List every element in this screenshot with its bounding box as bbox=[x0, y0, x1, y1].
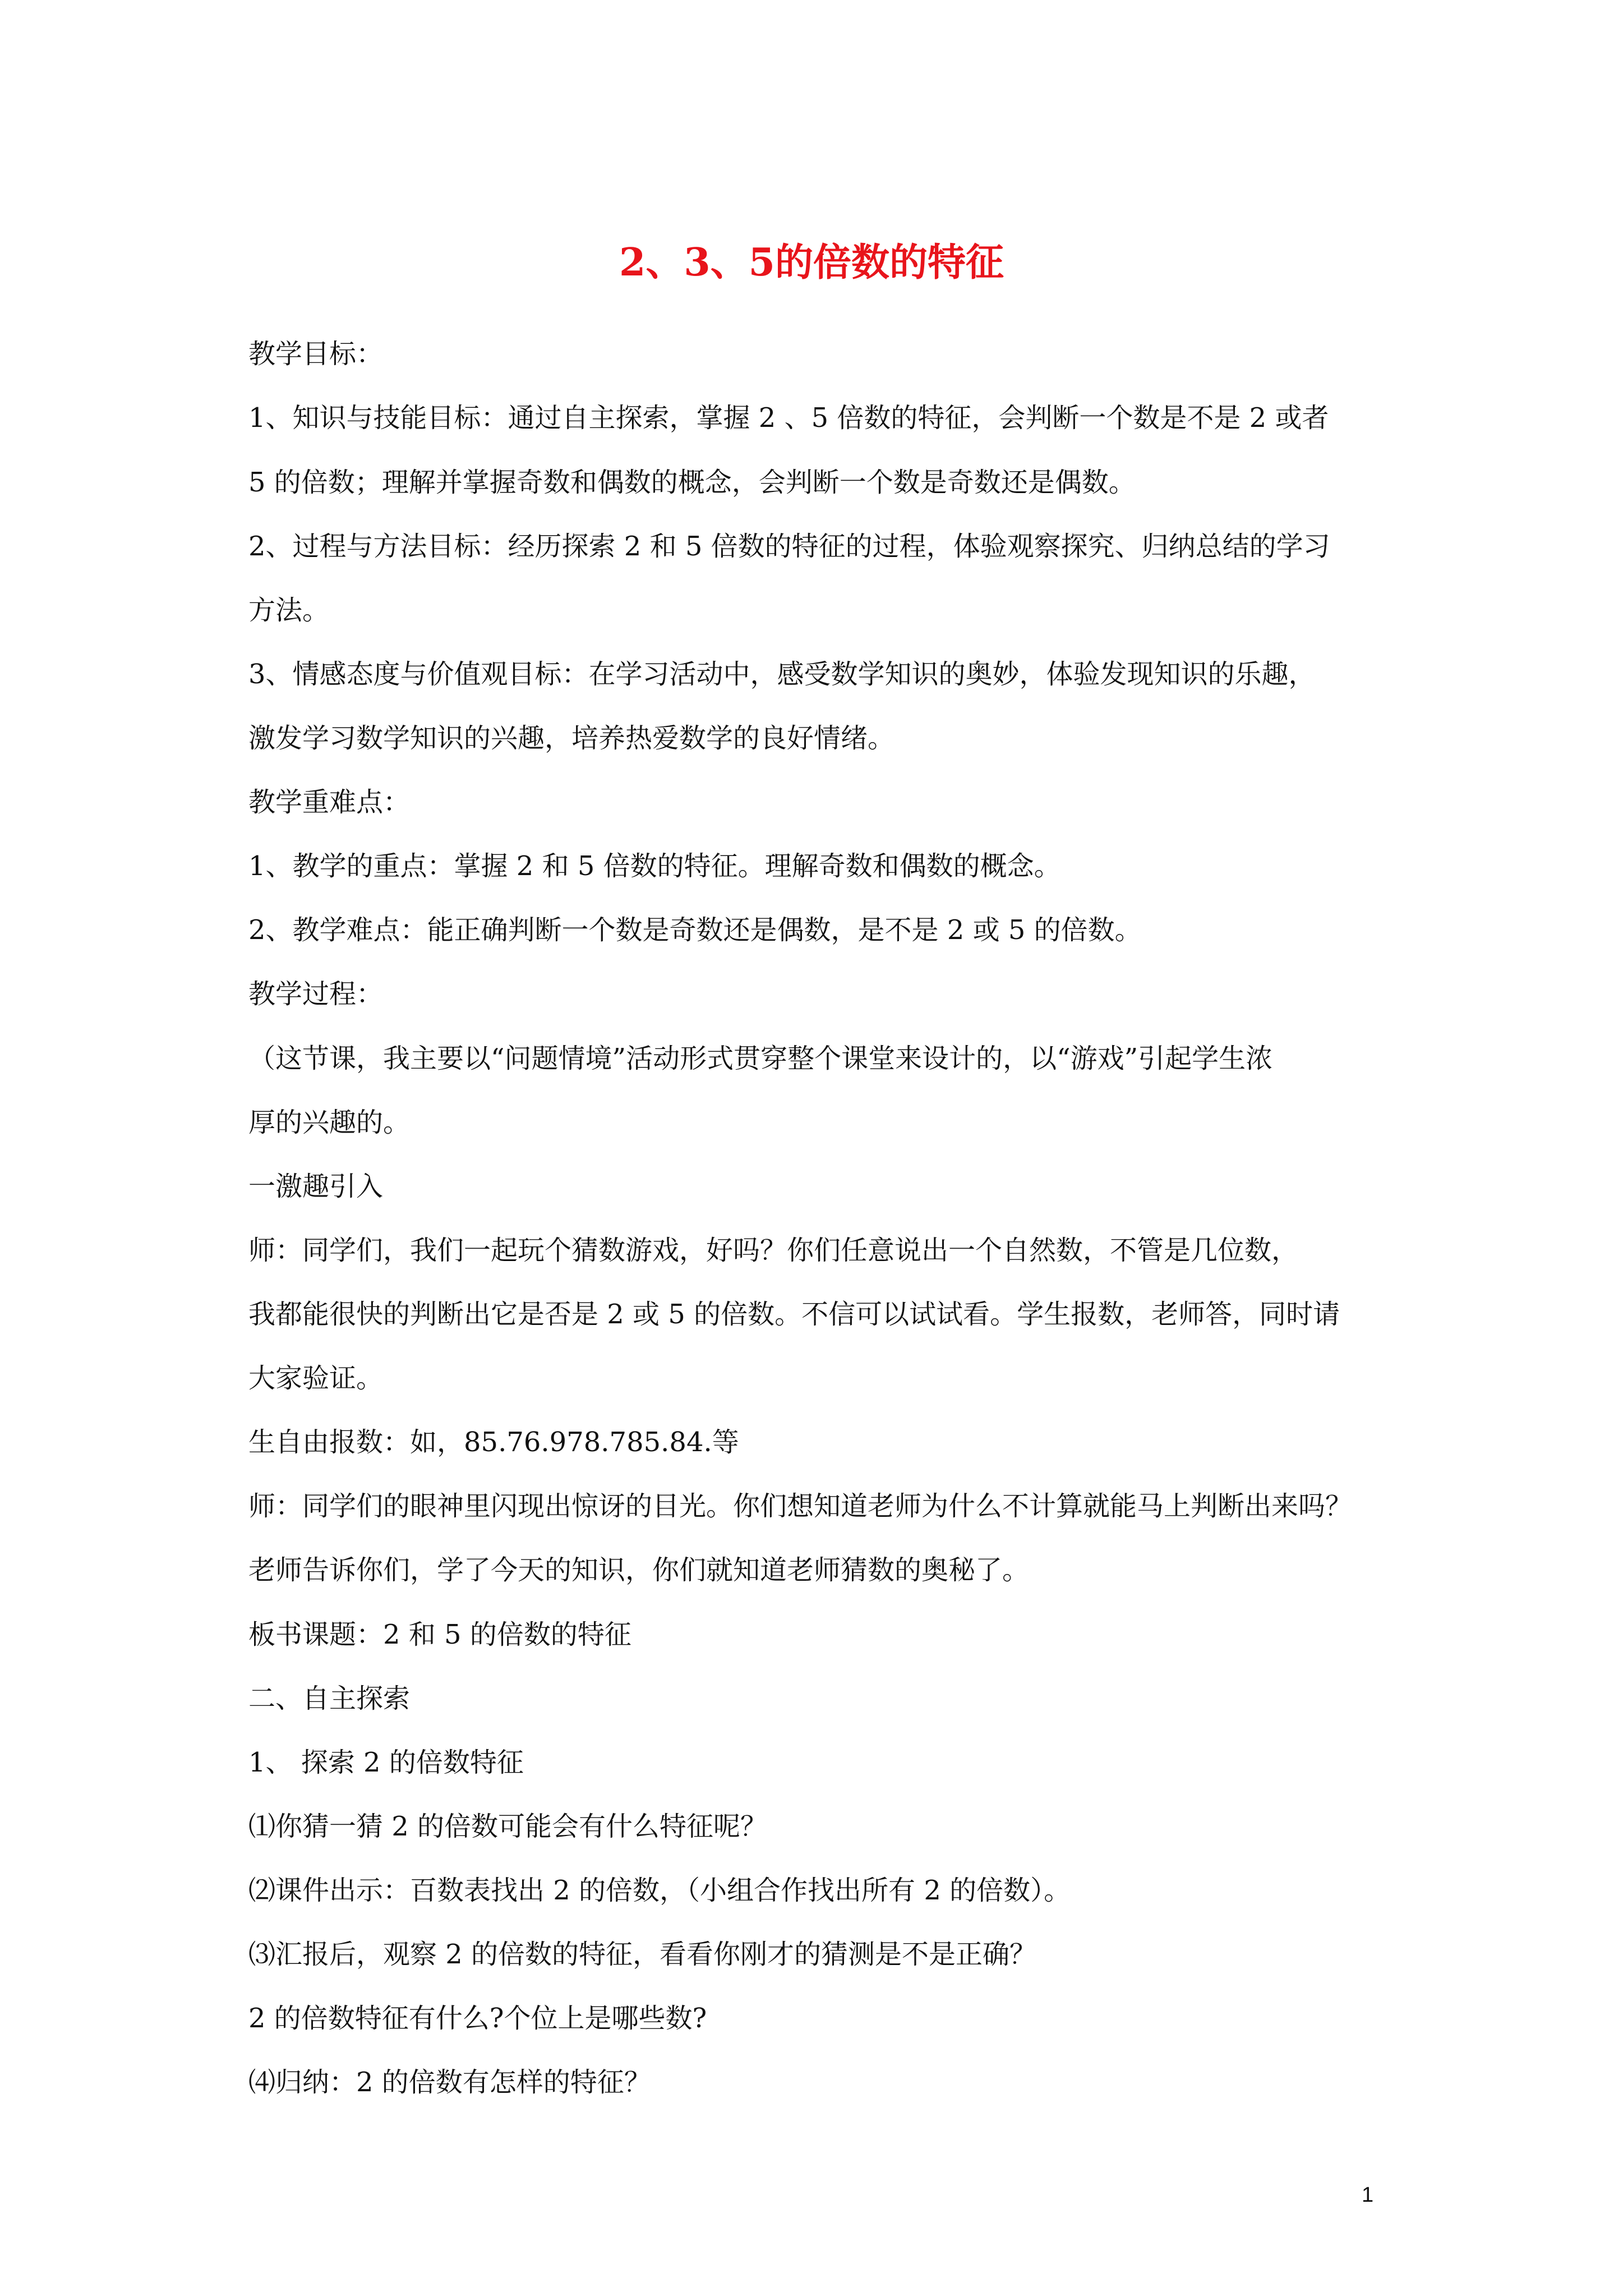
section-heading: 一激趣引入 bbox=[248, 1171, 384, 1202]
paragraph-line: 3、情感态度与价值观目标：在学习活动中，感受数学知识的奥妙，体验发现知识的乐趣， bbox=[248, 659, 1316, 690]
paragraph-line: ⑵课件出示：百数表找出 2 的倍数，（小组合作找出所有 2 的倍数）。 bbox=[248, 1875, 1071, 1906]
paragraph-line: 1、 探索 2 的倍数特征 bbox=[248, 1747, 524, 1778]
document-title: 2、3、5的倍数的特征 bbox=[619, 240, 1004, 285]
paragraph-line: 2 的倍数特征有什么?个位上是哪些数? bbox=[248, 2003, 707, 2034]
paragraph-line: 教学目标： bbox=[248, 338, 384, 370]
paragraph-line: 师：同学们的眼神里闪现出惊讶的目光。你们想知道老师为什么不计算就能马上判断出来吗？ bbox=[248, 1490, 1353, 1522]
paragraph-line: 1、教学的重点：掌握 2 和 5 倍数的特征。理解奇数和偶数的概念。 bbox=[248, 850, 1061, 882]
paragraph-line: 5 的倍数；理解并掌握奇数和偶数的概念，会判断一个数是奇数还是偶数。 bbox=[248, 467, 1136, 498]
paragraph-line: 1、知识与技能目标：通过自主探索，掌握 2 、5 倍数的特征，会判断一个数是不是 2 或者 bbox=[248, 402, 1329, 434]
section-heading: 二、自主探索 bbox=[248, 1683, 411, 1714]
paragraph-line: ⑴你猜一猜 2 的倍数可能会有什么特征呢？ bbox=[248, 1811, 768, 1842]
paragraph-line: 老师告诉你们，学了今天的知识，你们就知道老师猜数的奥秘了。 bbox=[248, 1554, 1030, 1586]
paragraph-line: 厚的兴趣的。 bbox=[248, 1107, 411, 1138]
paragraph-line: 教学重难点： bbox=[248, 786, 411, 818]
paragraph-line: 激发学习数学知识的兴趣，培养热爱数学的良好情绪。 bbox=[248, 723, 895, 754]
paragraph-line: 2、教学难点：能正确判断一个数是奇数还是偶数，是不是 2 或 5 的倍数。 bbox=[248, 914, 1142, 946]
paragraph-line: 方法。 bbox=[248, 595, 330, 626]
paragraph-line: 生自由报数：如，85.76.978.785.84.等 bbox=[248, 1427, 739, 1458]
paragraph-line: ⑶汇报后，观察 2 的倍数的特征，看看你刚才的猜测是不是正确？ bbox=[248, 1939, 1037, 1970]
paragraph-line: ⑷归纳：2 的倍数有怎样的特征？ bbox=[248, 2067, 651, 2098]
paragraph-line: 教学过程： bbox=[248, 978, 384, 1010]
paragraph-line: 板书课题：2 和 5 的倍数的特征 bbox=[248, 1619, 631, 1650]
page-number: 1 bbox=[1362, 2183, 1374, 2207]
paragraph-line: 我都能很快的判断出它是否是 2 或 5 的倍数。不信可以试试看。学生报数，老师答，同时请 bbox=[248, 1299, 1340, 1330]
paragraph-line: 师：同学们，我们一起玩个猜数游戏，好吗？你们任意说出一个自然数，不管是几位数， bbox=[248, 1235, 1299, 1266]
paragraph-line: （这节课，我主要以“问题情境”活动形式贯穿整个课堂来设计的，以“游戏”引起学生浓 bbox=[248, 1043, 1273, 1074]
paragraph-line: 大家验证。 bbox=[248, 1363, 384, 1394]
paragraph-line: 2、过程与方法目标：经历探索 2 和 5 倍数的特征的过程，体验观察探究、归纳总结的学习 bbox=[248, 531, 1330, 562]
